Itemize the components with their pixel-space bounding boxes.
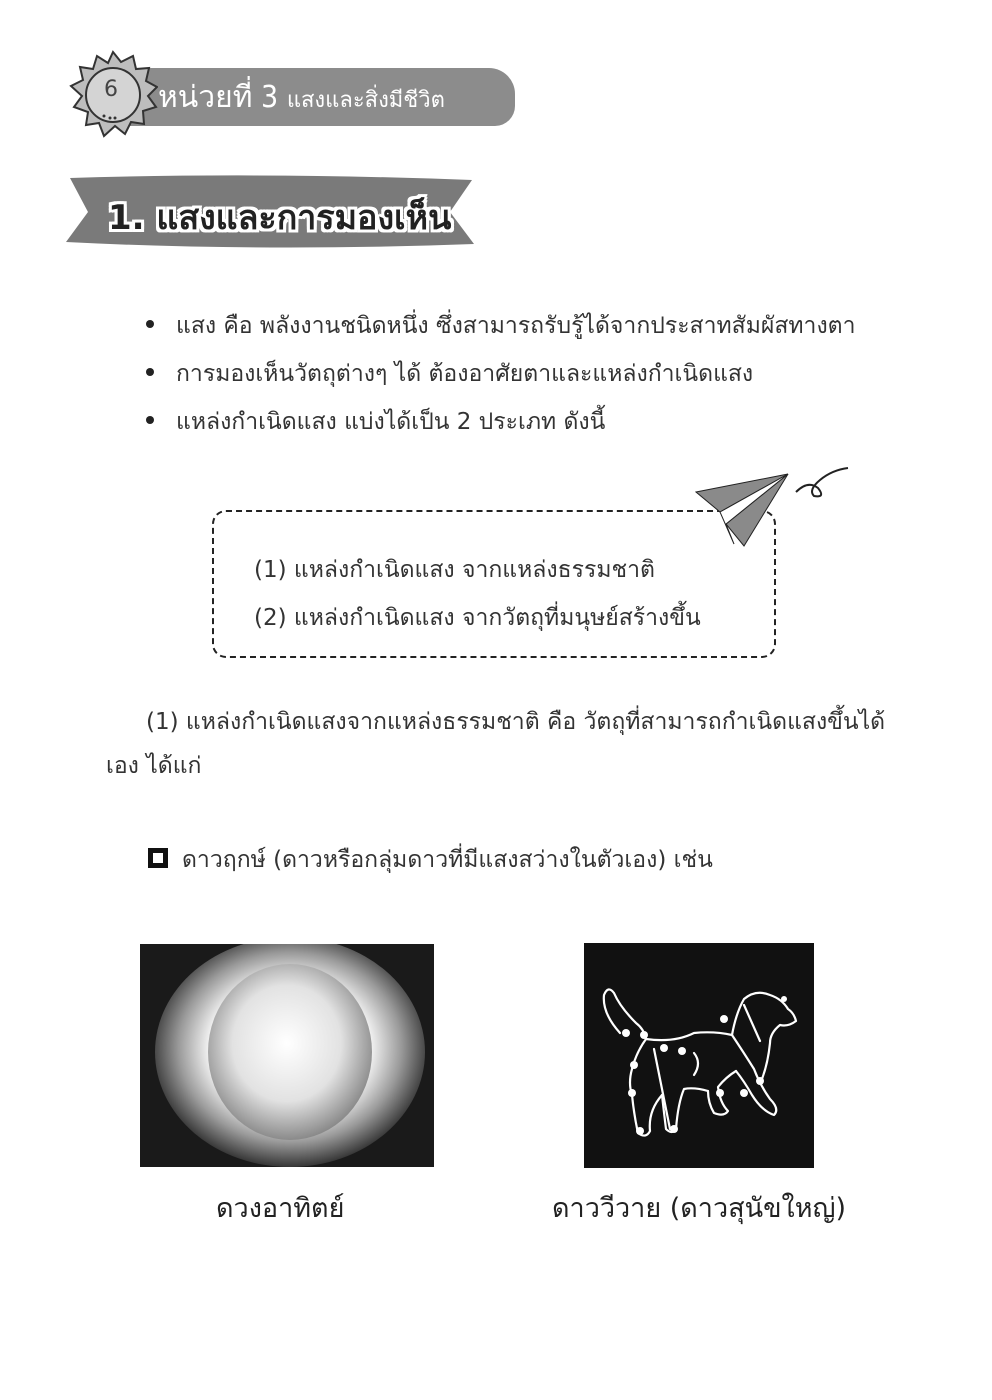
bullet-dot-icon	[146, 416, 154, 424]
bullet-dot-icon	[146, 368, 154, 376]
square-bullet-icon	[148, 848, 168, 868]
natural-source-paragraph: (1) แหล่งกำเนิดแสงจากแหล่งธรรมชาติ คือ วัตถุที่สามารถกำเนิดแสงขึ้นได้เอง ได้แก่	[106, 709, 886, 779]
page-number: 6	[104, 77, 118, 102]
star-description: ดาวฤกษ์ (ดาวหรือกลุ่มดาวที่มีแสงสว่างในตัวเอง) เช่น	[182, 847, 713, 873]
unit-title	[158, 74, 445, 121]
paper-plane-icon	[690, 462, 850, 552]
canis-major-caption: ดาววีวาย (ดาวสุนัขใหญ่)	[552, 1193, 847, 1224]
unit-subtitle: แสงและสิ่งมีชีวิต	[286, 88, 445, 113]
section-title: 1. แสงและการมองเห็น	[108, 198, 452, 238]
bullet-list	[146, 302, 856, 446]
bullet-item: แหล่งกำเนิดแสง แบ่งได้เป็น 2 ประเภท ดังนี้	[146, 398, 856, 446]
source-type-natural: (1) แหล่งกำเนิดแสง จากแหล่งธรรมชาติ	[254, 557, 655, 583]
sun-caption: ดวงอาทิตย์	[216, 1193, 345, 1224]
unit-label: หน่วยที่ 3	[158, 80, 279, 115]
source-type-man-made: (2) แหล่งกำเนิดแสง จากวัตถุที่มนุษย์สร้างขึ้น	[254, 605, 701, 631]
dog-constellation-icon	[584, 943, 814, 1168]
canis-major-constellation-image	[584, 943, 814, 1168]
bullet-item: แสง คือ พลังงานชนิดหนึ่ง ซึ่งสามารถรับรู้ได้จากประสาทสัมผัสทางตา	[146, 302, 856, 350]
sun-illustration-icon	[140, 944, 434, 1167]
sun-image	[140, 944, 434, 1167]
bullet-dot-icon	[146, 320, 154, 328]
bullet-item: การมองเห็นวัตถุต่างๆ ได้ ต้องอาศัยตาและแหล่งกำเนิดแสง	[146, 350, 856, 398]
